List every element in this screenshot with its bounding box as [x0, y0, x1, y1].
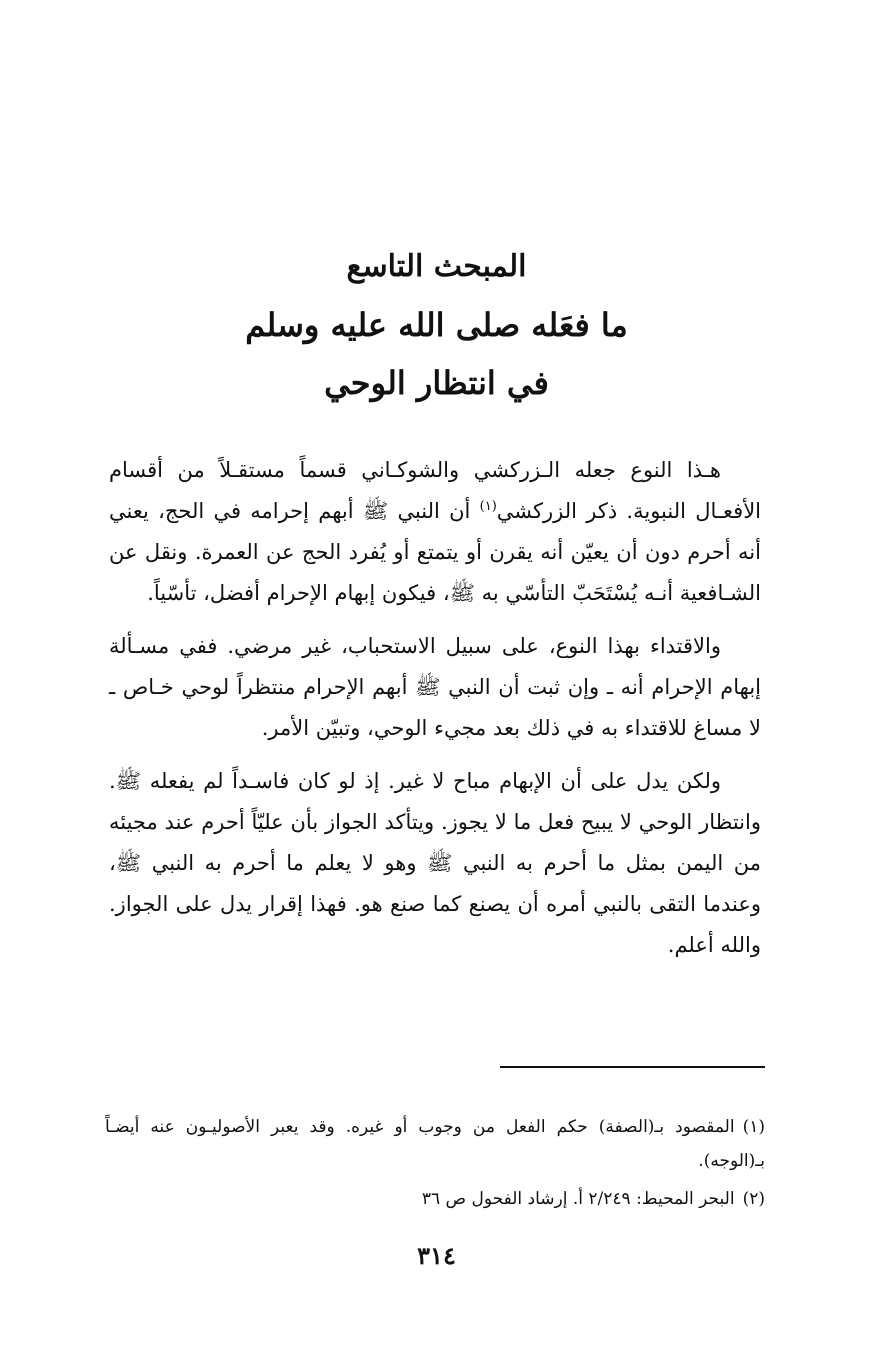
- footnote-2-number: (٢): [742, 1189, 765, 1209]
- main-text: [109, 450, 761, 978]
- footnote-1: [105, 1110, 765, 1178]
- footnote-1-number: (١): [742, 1117, 765, 1137]
- heading-subtitle: في انتظار الوحي: [324, 364, 549, 402]
- paragraph-1-text-start: هـذا النوع جعله الـزركشي والشوكـاني قسماً مستقـلاً من أقسام الأفعـال النبوية. ذكر الزركشي: [109, 458, 762, 523]
- paragraph-2: والاقتداء بهذا النوع، على سبيل الاستحباب، غير مرضي. ففي مسـألة إبهام الإحرام أنه ـ وإن ثبت أن النبي ﷺ أبهم الإحرام منتظراً لوحي خـاص ـ لا مساغ للاقتداء به في ذلك بعد مجيء الوحي، وتبيّن الأمر.: [109, 634, 761, 740]
- footnote-2: [105, 1182, 765, 1216]
- paragraph-1-text-end: أن النبي ﷺ أبهم إحرامه في الحج، يعني أنه أحرم دون أن يعيّن أنه يقرن أو يتمتع أو يُفرد الحج عن العمرة. ونقل عن الشـافعية أنـه يُسْتَحَبّ التأسّي به ﷺ، فيكون إبهام الإحرام أفضل، تأسّياً.: [109, 499, 761, 605]
- paragraph-1: [109, 450, 761, 614]
- footnote-divider: [500, 1066, 765, 1068]
- footnote-1-text: المقصود بـ(الصفة) حكم الفعل من وجوب أو غيره. وقد يعبر الأصوليـون عنه أيضـاً بـ(الوجه).: [105, 1117, 765, 1171]
- footnotes: [105, 1110, 765, 1220]
- page-number: ٣١٤: [417, 1241, 456, 1270]
- heading-title: ما فعَله صلى الله عليه وسلم: [245, 306, 628, 344]
- paragraph-3: ولكن يدل على أن الإبهام مباح لا غير. إذ لو كان فاسـداً لم يفعله ﷺ. وانتظار الوحي لا يبيح فعل ما لا يجوز. ويتأكد الجواز بأن عليّاً أحرم عند مجيئه من اليمن بمثل ما أحرم به النبي ﷺ وهو لا يعلم ما أحرم به النبي ﷺ، وعندما التقى بالنبي أمره أن يصنع كما صنع هو. فهذا إقرار يدل على الجواز. والله أعلم.: [109, 769, 761, 957]
- footnote-2-text: البحر المحيط: ٢/٢٤٩ أ. إرشاد الفحول ص ٣٦: [421, 1189, 735, 1209]
- heading-section-number: المبحث التاسع: [346, 249, 527, 284]
- footnote-reference-1: (١): [479, 499, 497, 514]
- chapter-heading: [0, 238, 873, 412]
